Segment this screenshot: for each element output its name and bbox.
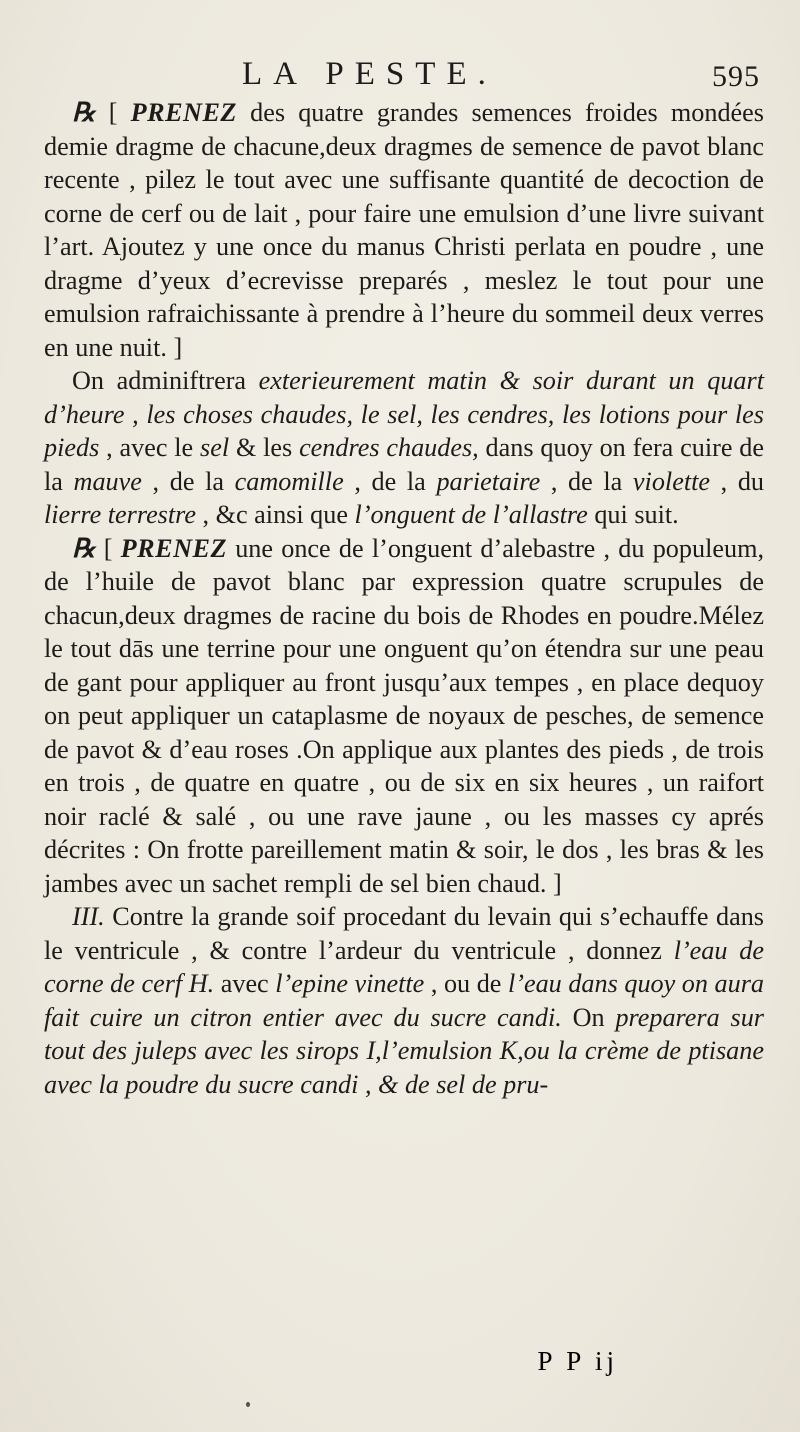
italic-run: l’eau de corne de cerf H. [44,935,764,998]
page-sheet [44,56,764,1101]
text-run: On [561,1002,616,1032]
italic-run: preparera sur tout des juleps avec les sirops I,l’emulsion K,ou la crème de ptisane avec la poudre du sucre candi , & de sel de pru- [44,1002,764,1099]
ink-speck [246,1402,250,1407]
italic-run: camomille [234,466,344,496]
page-number: 595 [712,60,760,93]
text-run: , du [710,466,765,496]
keyword-run: PRENEZ [130,98,237,127]
text-run: [ [108,98,131,127]
running-title: LA PESTE. [242,56,497,92]
text-run: On adminiftrera [72,366,259,395]
italic-run: mauve [73,466,142,496]
italic-run: parietaire [436,466,541,496]
recipe-symbol: ℞ [72,98,96,127]
text-run: des quatre grandes semences froides mondées demie dragme de chacune,deux dragmes de semence de pavot blanc recente , pilez le tout avec une suffisante quantité de decoction de corne de cerf ou de lait , pour faire une emulsion d’une livre suivant l’art. Ajoutez y une once du manus Christi perlata en poudre , une dragme d’yeux d’ecrevisse preparés , meslez le tout pour une emulsion rafraichissante à prendre à l’heure du sommeil deux verres en une nuit. ] [44,98,764,362]
paragraph-p2 [44,364,764,532]
text-run: , de la [141,466,235,496]
italic-run: exterieurement matin & soir durant un quart d’heure , les choses chaudes, le sel, les cendres, les lotions pour les pieds [44,366,764,462]
text-run: , de la [343,466,437,496]
text-run: Contre la grande soif procedant du levain qui s’echauffe dans le ventricule , & contre l’ardeur du ventricule , donnez [44,902,764,965]
printer-signature: P P ij [537,1346,618,1376]
text-run: , &c ainsi que [196,500,355,529]
text-run: , avec le [99,433,201,462]
italic-run: l’eau dans quoy on aura fait cuire un citron entier avec du sucre candi. [44,969,765,1032]
paragraph-p1 [44,96,764,364]
text-run: & les [229,433,300,462]
italic-run: lierre terrestre [44,500,196,529]
italic-run: III. [72,902,105,931]
paragraph-p3 [44,532,764,901]
keyword-run: PRENEZ [120,533,227,563]
recipe-symbol: ℞ [72,533,96,563]
text-run: avec [214,969,276,998]
italic-run: sel [200,433,230,462]
paragraph-p4 [44,900,764,1101]
text-run: [ [103,533,121,563]
body-text [44,96,764,1101]
italic-run: l’onguent de l’allastre [354,500,588,529]
text-run: dans quoy on fera cuire de la [44,433,764,496]
text-run: une once de l’onguent d’alebastre , du populeum, de l’huile de pavot blanc par expression quatre scrupules de chacun,deux dragmes de racine du bois de Rhodes en poudre.Mélez le tout dās une terrine pour une onguent qu’on étendra sur une peau de gant pour appliquer au front jusqu’aux tempes , en place dequoy on peut appliquer un cataplasme de noyaux de pesches, de semence de pavot & d’eau roses .On applique aux plantes des pieds , de trois en trois , de quatre en quatre , ou de six en six heures , un raifort noir raclé & salé , ou une rave jaune , ou les masses cy aprés décrites : On frotte pareillement matin & soir, le dos , les bras & les jambes avec un sachet rempli de sel bien chaud. ] [44,533,764,898]
text-run: , ou de [424,969,508,998]
text-run: , de la [540,466,633,496]
text-run: qui suit. [587,500,679,529]
running-head [44,56,764,96]
italic-run: cendres chaudes, [299,433,479,462]
italic-run: l’epine vinette [275,969,425,998]
italic-run: violette [632,466,710,496]
